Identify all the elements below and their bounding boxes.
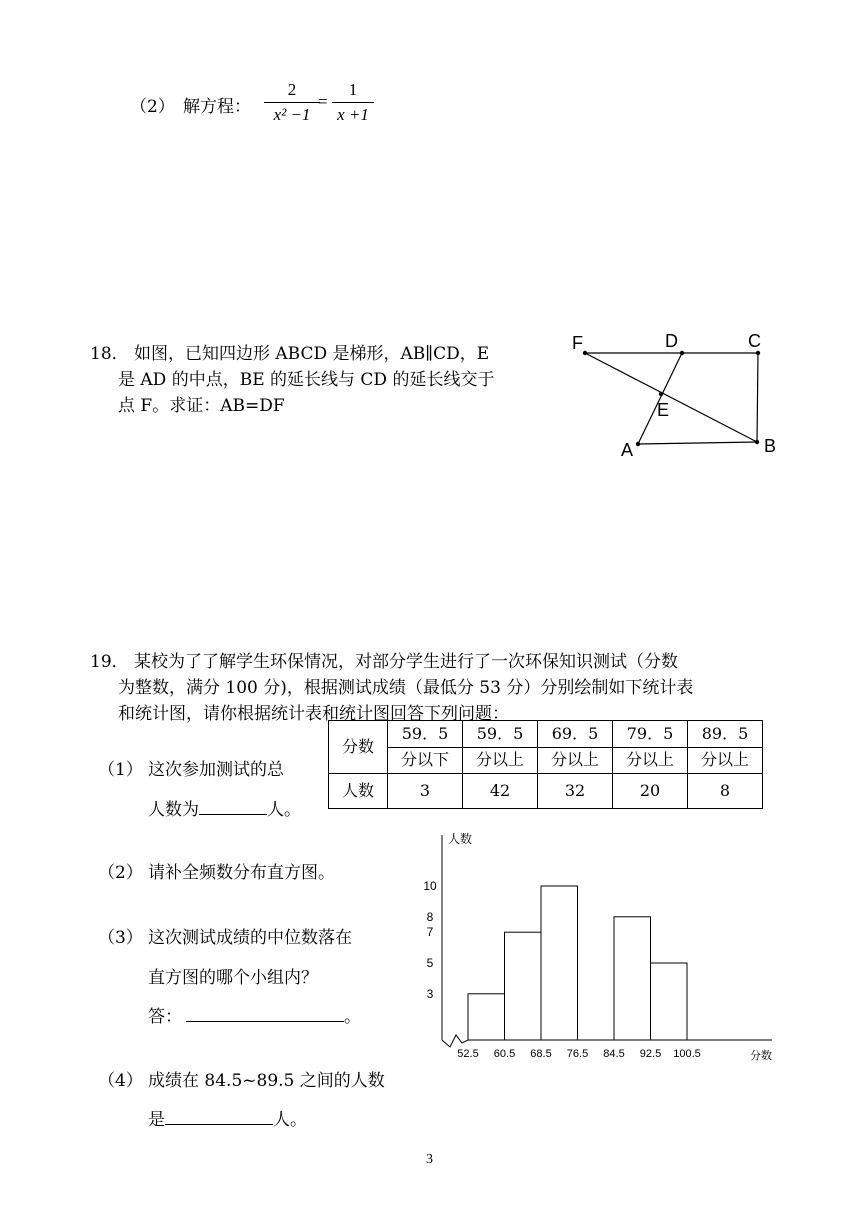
x-tick-label: 100.5 <box>673 1048 701 1060</box>
q18-line1: 如图，已知四边形 ABCD 是梯形，AB∥CD，E <box>134 344 490 364</box>
sub3-answer-suffix: 。 <box>344 1007 361 1027</box>
q18-number: 18． <box>90 344 129 364</box>
q17-part2-label: （2） <box>130 97 175 117</box>
table-col-top: 69．5 <box>538 721 613 748</box>
table-cell: 42 <box>463 774 538 809</box>
sub1-line1: 这次参加测试的总 <box>148 760 284 780</box>
lhs-numerator: 2 <box>287 80 297 99</box>
q18-line3: 点 F。求证：AB=DF <box>118 396 285 416</box>
sub3-answer-blank[interactable] <box>186 1021 344 1022</box>
table-row-count <box>329 774 763 809</box>
table-cell: 32 <box>538 774 613 809</box>
table-col-top: 59．5 <box>388 721 463 748</box>
table-header-score: 分数 <box>329 721 388 774</box>
sub4-line2-a: 是 <box>148 1110 165 1130</box>
label-d: D <box>665 331 678 351</box>
label-b: B <box>764 436 777 456</box>
sub1-line2-b: 人。 <box>267 800 301 820</box>
rhs-numerator: 1 <box>348 80 358 99</box>
q17-part2-text: 解方程： <box>183 97 251 117</box>
table-row-score <box>329 721 763 748</box>
line-cb <box>757 353 758 442</box>
x-tick-label: 84.5 <box>603 1048 625 1060</box>
point-a <box>636 442 640 446</box>
y-axis-label: 人数 <box>448 832 473 846</box>
table-col-bottom: 分以上 <box>463 747 538 774</box>
point-e <box>659 392 663 396</box>
label-a: A <box>621 440 634 460</box>
sub4-line2-b: 人。 <box>273 1110 307 1130</box>
line-ab <box>638 442 757 444</box>
page-number: 3 <box>426 1152 433 1167</box>
point-c <box>756 351 760 355</box>
point-b <box>755 440 759 444</box>
table-row-score-sub <box>329 747 763 774</box>
table-header-count: 人数 <box>329 774 388 809</box>
label-f: F <box>572 333 583 353</box>
sub3-line1: 这次测试成绩的中位数落在 <box>148 928 352 948</box>
stats-table <box>328 720 763 809</box>
q19-number: 19． <box>90 652 129 672</box>
x-tick-label: 76.5 <box>566 1048 589 1060</box>
q18-line2: 是 AD 的中点，BE 的延长线与 CD 的延长线交于 <box>118 370 495 390</box>
histogram-bar <box>614 917 651 1040</box>
x-tick-label: 68.5 <box>530 1048 552 1060</box>
sub2-text: 请补全频数分布直方图。 <box>148 863 335 883</box>
y-tick-label: 8 <box>426 909 434 924</box>
equals-sign: = <box>318 92 328 111</box>
sub3-label: （3） <box>98 928 143 948</box>
table-col-top: 89．5 <box>688 721 763 748</box>
sub3-answer-prefix: 答： <box>148 1007 182 1027</box>
table-col-top: 59．5 <box>463 721 538 748</box>
table-col-bottom: 分以上 <box>613 747 688 774</box>
table-col-bottom: 分以上 <box>688 747 763 774</box>
table-cell: 20 <box>613 774 688 809</box>
x-tick-label: 60.5 <box>493 1048 516 1060</box>
histogram-bar <box>505 932 542 1040</box>
sub2-label: （2） <box>98 863 143 883</box>
y-tick-label: 5 <box>426 956 434 970</box>
table-col-bottom: 分以上 <box>538 747 613 774</box>
x-tick-label: 52.5 <box>457 1048 479 1060</box>
line-fb <box>585 353 757 442</box>
x-axis <box>442 1035 772 1047</box>
table-col-bottom: 分以下 <box>388 747 463 774</box>
histogram-chart <box>400 825 800 1065</box>
table-cell: 3 <box>388 774 463 809</box>
rhs-fraction <box>332 80 374 125</box>
histogram-bar <box>541 886 578 1040</box>
sub4-label: （4） <box>98 1071 143 1091</box>
lhs-fraction <box>264 80 320 125</box>
sub1-line2 <box>148 795 301 820</box>
label-c: C <box>748 331 761 351</box>
x-axis-label: 分数 <box>750 1050 772 1062</box>
rhs-fraction-bar <box>332 102 374 103</box>
sub3-answer-line <box>148 1002 361 1027</box>
table-cell: 8 <box>688 774 763 809</box>
y-tick-label: 3 <box>426 986 434 1001</box>
histogram-bar <box>468 994 505 1040</box>
table-col-top: 79．5 <box>613 721 688 748</box>
histogram-bar <box>651 963 688 1040</box>
q19-line1: 某校为了了解学生环保情况，对部分学生进行了一次环保知识测试（分数 <box>134 652 678 672</box>
sub1-line2-a: 人数为 <box>148 800 199 820</box>
sub4-line1: 成绩在 84.5~89.5 之间的人数 <box>148 1071 385 1091</box>
point-f <box>583 351 587 355</box>
rhs-denominator: x +1 <box>337 105 369 124</box>
trapezoid-figure <box>560 325 800 465</box>
lhs-denominator: x² −1 <box>273 105 311 124</box>
sub1-label: （1） <box>98 760 143 780</box>
x-tick-label: 92.5 <box>639 1048 662 1060</box>
point-d <box>680 351 684 355</box>
q19-line3: 和统计图，请你根据统计表和统计图回答下列问题： <box>118 704 509 724</box>
lhs-fraction-bar <box>264 102 320 103</box>
y-tick-label: 10 <box>423 879 437 893</box>
sub3-line2: 直方图的哪个小组内？ <box>148 968 318 988</box>
q19-line2: 为整数，满分 100 分)，根据测试成绩（最低分 53 分）分别绘制如下统计表 <box>118 678 694 698</box>
sub4-line2 <box>148 1105 307 1130</box>
line-ad <box>638 353 682 444</box>
sub1-answer-blank[interactable] <box>199 814 267 815</box>
y-tick-label: 7 <box>426 925 434 940</box>
label-e: E <box>657 400 670 420</box>
sub4-answer-blank[interactable] <box>165 1124 273 1125</box>
